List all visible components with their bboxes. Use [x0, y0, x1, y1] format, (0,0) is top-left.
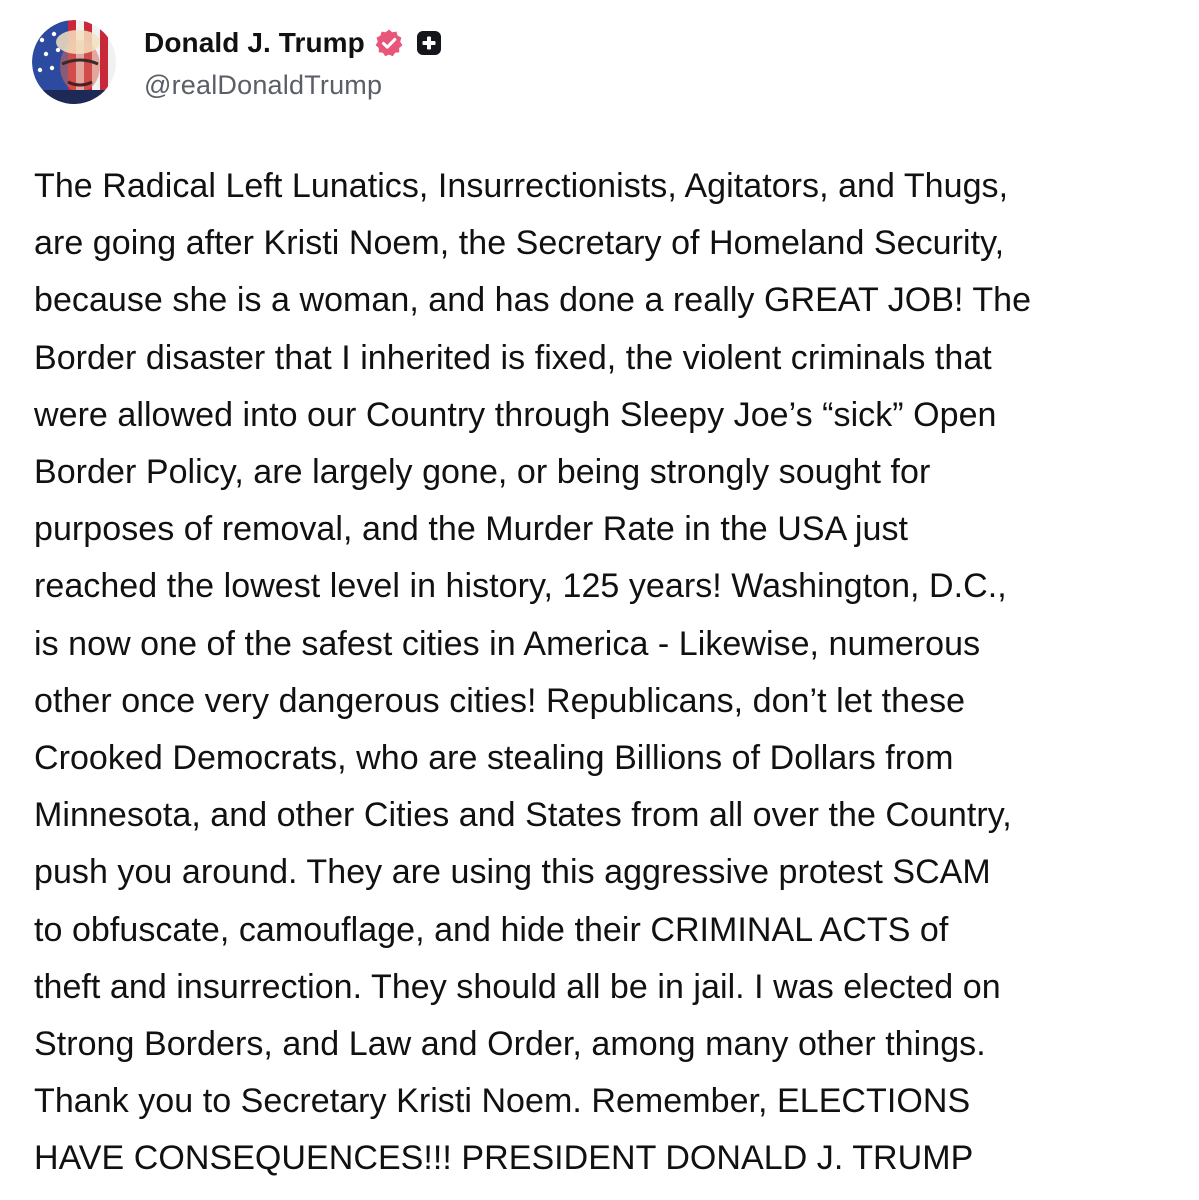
author-handle[interactable]: @realDonaldTrump [144, 70, 383, 100]
plus-badge-icon [416, 30, 442, 56]
post-body-line: Minnesota, and other Cities and States from all over the Country, [34, 796, 1012, 835]
post-body-line: other once very dangerous cities! Republicans, don’t let these [34, 681, 966, 720]
post-body-line: Thank you to Secretary Kristi Noem. Remember, ELECTIONS [34, 1082, 971, 1121]
post-body-line: are going after Kristi Noem, the Secretary of Homeland Security, [34, 224, 1005, 263]
post-body-line: reached the lowest level in history, 125 years! Washington, D.C., [34, 567, 1007, 606]
author-name-row [144, 26, 442, 60]
post-body-line: Border disaster that I inherited is fixed, the violent criminals that [34, 338, 992, 377]
post-body-line: theft and insurrection. They should all be in jail. I was elected on [34, 967, 1001, 1006]
post-body-line: HAVE CONSEQUENCES!!! PRESIDENT DONALD J. TRUMP [34, 1139, 974, 1178]
post-body-line: Crooked Democrats, who are stealing Billions of Dollars from [34, 739, 954, 778]
post-header [32, 20, 442, 110]
post-body-line: because she is a woman, and has done a really GREAT JOB! The [34, 281, 1032, 320]
post-body-line: is now one of the safest cities in America - Likewise, numerous [34, 624, 981, 663]
post-body-line: to obfuscate, camouflage, and hide their CRIMINAL ACTS of [34, 910, 949, 949]
post-body-line: were allowed into our Country through Sleepy Joe’s “sick” Open [34, 395, 997, 434]
post-body-line: Strong Borders, and Law and Order, among many other things. [34, 1025, 986, 1064]
post-body [34, 158, 1174, 1188]
avatar[interactable] [32, 20, 116, 104]
post-body-line: Border Policy, are largely gone, or being strongly sought for [34, 453, 931, 492]
author-info [144, 20, 442, 101]
avatar-image [32, 20, 116, 104]
post-body-line: push you around. They are using this aggressive protest SCAM [34, 853, 991, 892]
post-body-line: purposes of removal, and the Murder Rate in the USA just [34, 510, 909, 549]
post-body-line: The Radical Left Lunatics, Insurrectionists, Agitators, and Thugs, [34, 167, 1009, 205]
verified-badge-icon [374, 28, 404, 58]
author-display-name[interactable]: Donald J. Trump [144, 27, 365, 58]
